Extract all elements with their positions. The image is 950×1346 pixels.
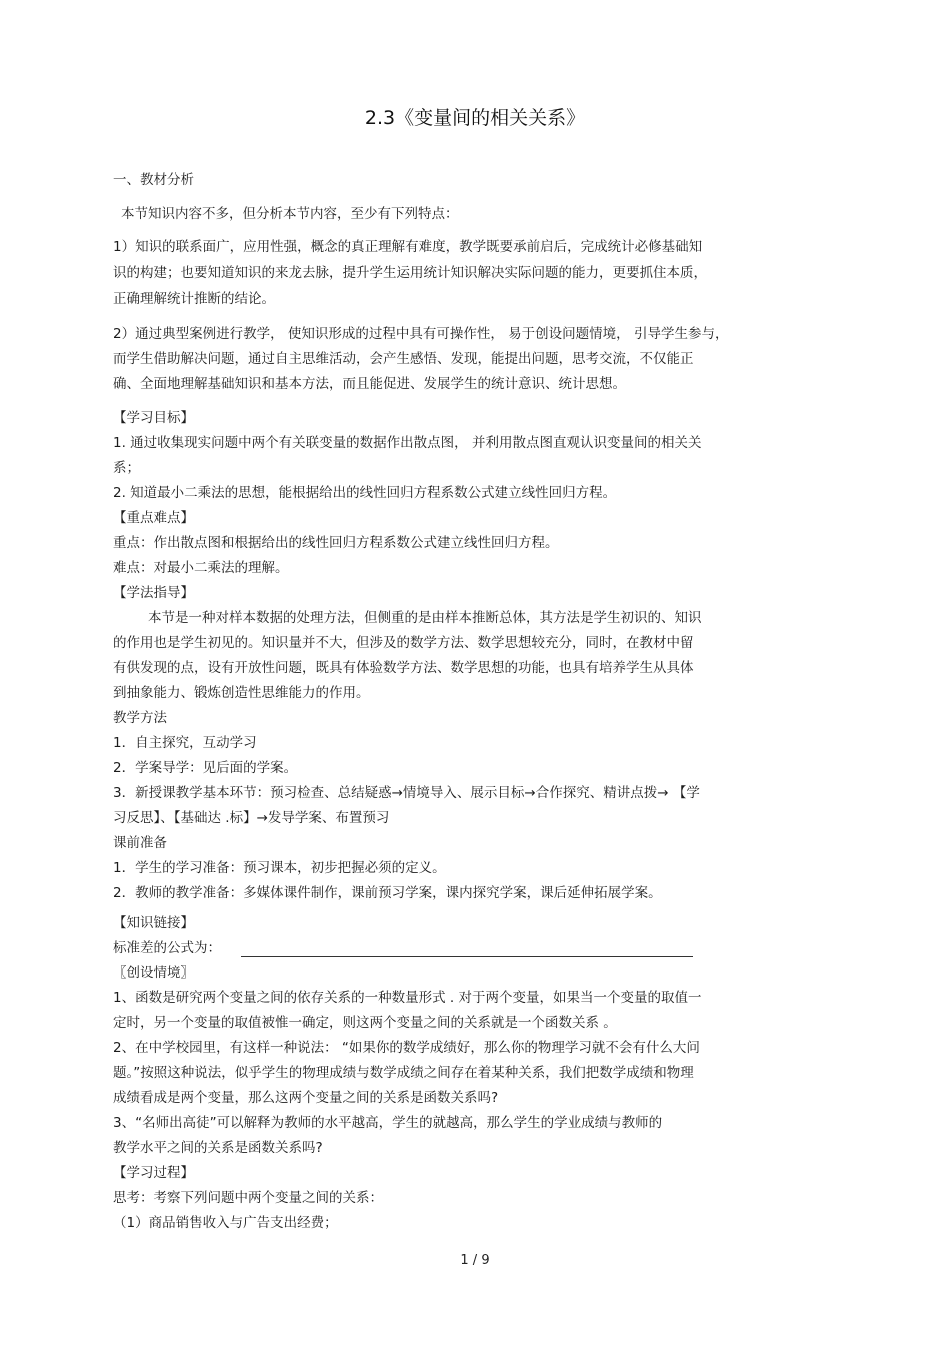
list-item: 1．自主探究，互动学习 — [113, 735, 257, 751]
paragraph-line: 1. 通过收集现实问题中两个有关联变量的数据作出散点图， 并利用散点图直观认识变量间的相关关 — [113, 435, 702, 451]
paragraph-line: 成绩看成是两个变量，那么这两个变量之间的关系是函数关系吗? — [113, 1090, 499, 1106]
section-heading: 〖创设情境〗 — [113, 965, 194, 981]
paragraph-line: 思考：考察下列问题中两个变量之间的关系： — [113, 1190, 383, 1206]
list-item: 1．学生的学习准备：预习课本，初步把握必须的定义。 — [113, 860, 446, 876]
paragraph-line: 1、函数是研究两个变量之间的依存关系的一种数量形式 . 对于两个变量，如果当一个变量的取值一 — [113, 990, 702, 1006]
paragraph-line: 1）知识的联系面广，应用性强，概念的真正理解有难度，教学既要承前启后，完成统计必修基础知 — [113, 239, 703, 255]
paragraph-line: 习反思】、【基础达 .标】→发导学案、布置预习 — [113, 810, 390, 826]
page-number: 1 / 9 — [460, 1253, 490, 1268]
formula-label: 标准差的公式为： — [113, 940, 221, 956]
paragraph-line: 本节知识内容不多，但分析本节内容，至少有下列特点： — [121, 206, 459, 222]
section-heading: 一、教材分析 — [113, 172, 194, 188]
paragraph-line: 识的构建；也要知道知识的来龙去脉，提升学生运用统计知识解决实际问题的能力，更要抓住本质， — [113, 265, 707, 281]
paragraph-line: 难点：对最小二乘法的理解。 — [113, 560, 289, 576]
list-item: （1）商品销售收入与广告支出经费； — [113, 1215, 338, 1231]
paragraph-line: 的作用也是学生初见的。知识量并不大，但涉及的数学方法、数学思想较充分，同时，在教材中留 — [113, 635, 694, 651]
paragraph-line: 2、在中学校园里，有这样一种说法： “如果你的数学成绩好，那么你的物理学习就不会有什么大问 — [113, 1040, 700, 1056]
paragraph-line: 3、“名师出高徒”可以解释为教师的水平越高，学生的就越高，那么学生的学业成绩与教师的 — [113, 1115, 663, 1131]
section-heading: 【知识链接】 — [113, 915, 194, 931]
list-item: 2．学案导学：见后面的学案。 — [113, 760, 298, 776]
section-heading: 【学习目标】 — [113, 410, 194, 426]
paragraph-line: 有供发现的点，设有开放性问题，既具有体验数学方法、数学思想的功能，也具有培养学生从具体 — [113, 660, 694, 676]
page-title: 2.3《变量间的相关关系》 — [364, 107, 586, 129]
section-heading: 【学法指导】 — [113, 585, 194, 601]
paragraph-line: 定时，另一个变量的取值被惟一确定，则这两个变量之间的关系就是一个函数关系 。 — [113, 1015, 617, 1031]
paragraph-line: 2）通过典型案例进行教学， 使知识形成的过程中具有可操作性， 易于创设问题情境， 引导学生参与， — [113, 326, 729, 342]
answer-blank — [241, 942, 693, 957]
paragraph-line: 本节是一种对样本数据的处理方法，但侧重的是由样本推断总体，其方法是学生初识的、知识 — [148, 610, 702, 626]
paragraph-line: 教学水平之间的关系是函数关系吗? — [113, 1140, 323, 1156]
paragraph-line: 系； — [113, 460, 140, 476]
paragraph-line: 重点：作出散点图和根据给出的线性回归方程系数公式建立线性回归方程。 — [113, 535, 559, 551]
paragraph-line: 2. 知道最小二乘法的思想，能根据给出的线性回归方程系数公式建立线性回归方程。 — [113, 485, 617, 501]
section-heading: 课前准备 — [113, 835, 167, 851]
paragraph-line: 题。”按照这种说法，似乎学生的物理成绩与数学成绩之间存在着某种关系，我们把数学成绩和物理 — [113, 1065, 694, 1081]
section-heading: 【学习过程】 — [113, 1165, 194, 1181]
paragraph-line: 确、全面地理解基础知识和基本方法，而且能促进、发展学生的统计意识、统计思想。 — [113, 376, 626, 392]
list-item: 3．新授课教学基本环节：预习检查、总结疑惑→情境导入、展示目标→合作探究、精讲点拨→ 【学 — [113, 785, 700, 801]
section-heading: 【重点难点】 — [113, 510, 194, 526]
section-heading: 教学方法 — [113, 710, 167, 726]
formula-prompt — [113, 939, 693, 957]
list-item: 2．教师的教学准备：多媒体课件制作，课前预习学案，课内探究学案，课后延伸拓展学案。 — [113, 885, 662, 901]
paragraph-line: 而学生借助解决问题，通过自主思维活动，会产生感悟、发现，能提出问题，思考交流，不仅能正 — [113, 351, 694, 367]
paragraph-line: 正确理解统计推断的结论。 — [113, 291, 275, 307]
paragraph-line: 到抽象能力、锻炼创造性思维能力的作用。 — [113, 685, 370, 701]
